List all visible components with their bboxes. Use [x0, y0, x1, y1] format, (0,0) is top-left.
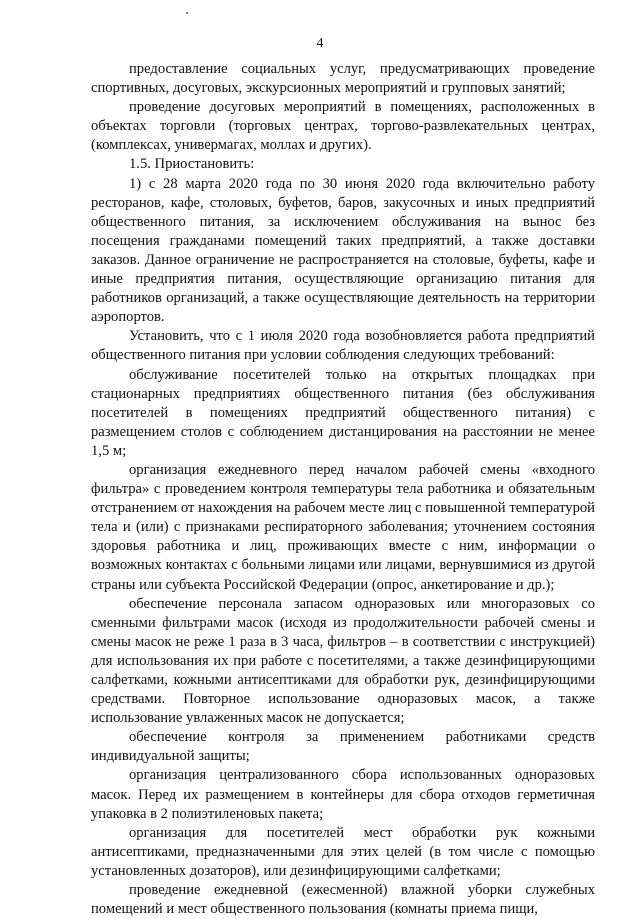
paragraph: обеспечение контроля за применением работниками средств индивидуальной защиты; — [91, 729, 595, 765]
paragraph: обеспечение персонала запасом одноразовых или многоразовых со сменными фильтрами масок (исходя из продолжительности рабочей смены и смены масок не реже 1 раза в 3 часа, фильтров – в соответствии с инструкцией) для использования их при работе с посетителями, а также дезинфицирующими салфетками, кожными антисептиками для обработки рук, дезинфицирующими средствами. Повторное использование одноразовых масок, а также использование увлаженных масок не допускается; — [91, 595, 595, 727]
paragraph: обслуживание посетителей только на открытых площадках при стационарных предприятиях общественного питания (без обслуживания посетителей в помещениях предприятий общественного питания) с размещением столов с соблюдением дистанцирования на расстоянии не менее 1,5 м; — [91, 366, 595, 459]
paragraph: предоставление социальных услуг, предусматривающих проведение спортивных, досуговых, экскурсионных мероприятий и групповых занятий; — [91, 61, 595, 97]
paragraph: организация централизованного сбора использованных одноразовых масок. Перед их размещением в контейнеры для сбора отходов герметичная упаковка в 2 полиэтиленовых пакета; — [91, 767, 595, 822]
paragraph: организация ежедневного перед началом рабочей смены «входного фильтра» с проведением контроля температуры тела работника и обязательным отстранением от нахождения на рабочем месте лиц с повышенной температурой тела и (или) с признаками респираторного заболевания; уточнением состояния здоровья работника и лиц, проживающих вместе с ним, информации о возможных контактах с больными лицами или лицами, вернувшимися из другой страны или субъекта Российской Федерации (опрос, анкетирование и др.); — [91, 461, 595, 593]
paragraph: проведение ежедневной (ежесменной) влажной уборки служебных помещений и мест общественного пользования (комнаты приема пищи, — [91, 882, 595, 918]
paragraph: 1) с 28 марта 2020 года по 30 июня 2020 года включительно работу ресторанов, кафе, столовых, буфетов, баров, закусочных и иных предприятий общественного питания, за исключением обслуживания на вынос без посещения гражданами помещений таких предприятий, а также доставки заказов. Данное ограничение не распространяется на столовые, буфеты, кафе и иные предприятия питания, осуществляющие организацию питания для работников организаций, а также осуществляющие деятельность на территории аэропортов. — [91, 175, 595, 326]
document-body — [91, 60, 595, 919]
scan-dot — [186, 12, 188, 14]
paragraph: Установить, что с 1 июля 2020 года возобновляется работа предприятий общественного питания при условии соблюдения следующих требований: — [91, 328, 595, 364]
page-number: 4 — [316, 36, 324, 51]
section-heading: 1.5. Приостановить: — [129, 156, 255, 173]
paragraph: организация для посетителей мест обработки рук кожными антисептиками, предназначенными для этих целей (в том числе с помощью установленных дозаторов), или дезинфицирующими салфетками; — [91, 824, 595, 879]
paragraph: проведение досуговых мероприятий в помещениях, расположенных в объектах торговли (торговых центрах, торгово-развлекательных центрах, (комплексах, универмагах, моллах и других). — [91, 99, 595, 154]
